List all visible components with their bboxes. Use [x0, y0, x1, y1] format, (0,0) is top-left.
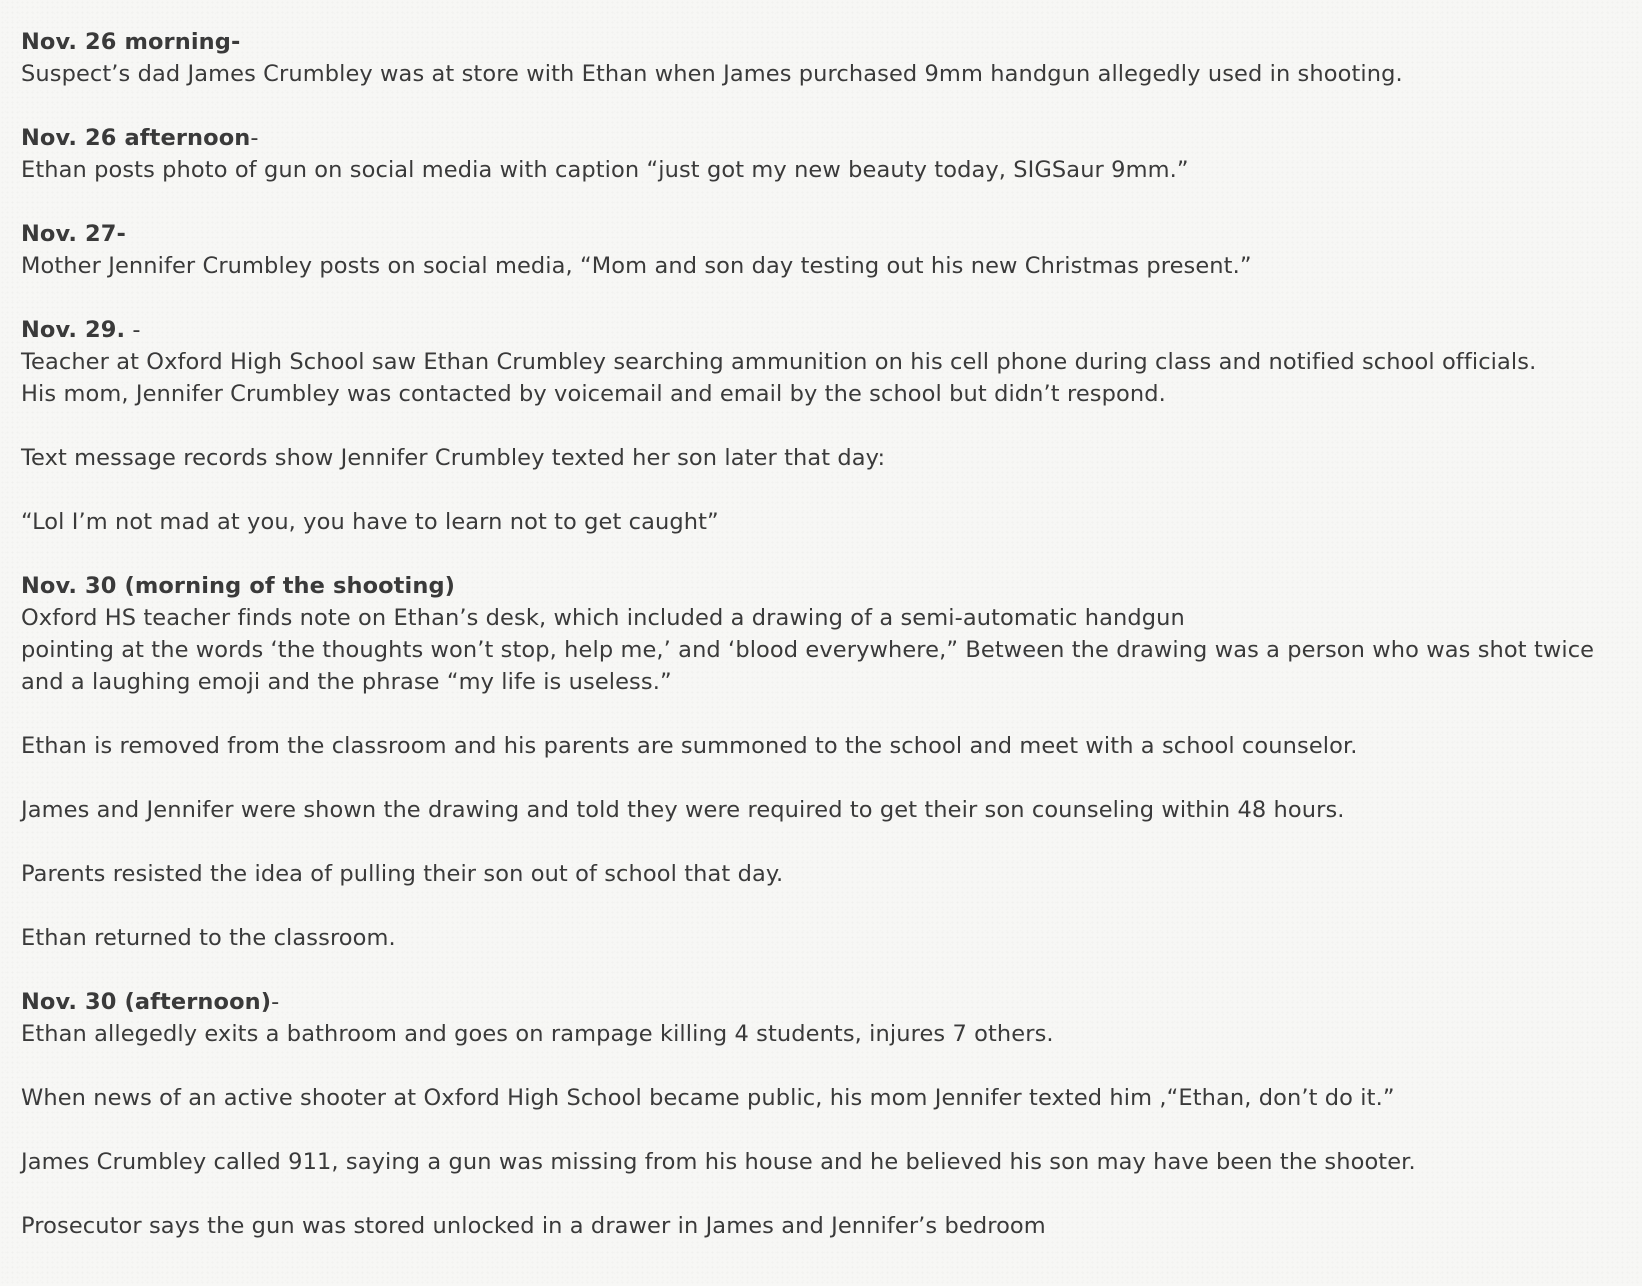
blank-line	[21, 890, 1621, 922]
paragraph-nov26-afternoon: Ethan posts photo of gun on social media with caption “just got my new beauty today, SIGSaur 9mm.”	[21, 157, 1189, 183]
blank-line	[21, 538, 1621, 570]
blank-line	[21, 698, 1621, 730]
paragraph-returned-to-classroom: Ethan returned to the classroom.	[21, 925, 396, 951]
paragraph-nov30-morning-line1: Oxford HS teacher finds note on Ethan’s desk, which included a drawing of a semi-automatic handgun	[21, 605, 1185, 631]
heading-nov26-afternoon	[21, 122, 1621, 154]
heading-suffix: -	[125, 317, 141, 343]
paragraph-nov30-morning-line2: pointing at the words ‘the thoughts won’t stop, help me,’ and ‘blood everywhere,” Between the drawing was a person who was shot twice	[21, 637, 1595, 663]
heading-text: Nov. 30 (morning of the shooting)	[21, 573, 456, 599]
heading-nov26-morning	[21, 26, 1621, 58]
blank-line	[21, 186, 1621, 218]
paragraph-parents-resisted: Parents resisted the idea of pulling their son out of school that day.	[21, 861, 784, 887]
heading-nov30-afternoon	[21, 986, 1621, 1018]
blank-line	[21, 762, 1621, 794]
heading-nov27	[21, 218, 1621, 250]
heading-text: Nov. 29.	[21, 317, 126, 343]
blank-line	[21, 826, 1621, 858]
paragraph-rampage: Ethan allegedly exits a bathroom and goes on rampage killing 4 students, injures 7 others.	[21, 1021, 1054, 1047]
blank-line	[21, 1178, 1621, 1210]
heading-text: Nov. 26 morning-	[21, 29, 241, 55]
blank-line	[21, 410, 1621, 442]
paragraph-nov29-line2: His mom, Jennifer Crumbley was contacted by voicemail and email by the school but didn’t respond.	[21, 381, 1166, 407]
paragraph-nov30-morning-line3: and a laughing emoji and the phrase “my life is useless.”	[21, 669, 672, 695]
heading-suffix: -	[250, 125, 259, 151]
paragraph-nov26-morning: Suspect’s dad James Crumbley was at store with Ethan when James purchased 9mm handgun allegedly used in shooting.	[21, 61, 1403, 87]
blank-line	[21, 474, 1621, 506]
paragraph-prosecutor: Prosecutor says the gun was stored unlocked in a drawer in James and Jennifer’s bedroom	[21, 1213, 1046, 1239]
paragraph-removed-from-classroom: Ethan is removed from the classroom and his parents are summoned to the school and meet with a school counselor.	[21, 733, 1358, 759]
paragraph-shown-drawing: James and Jennifer were shown the drawing and told they were required to get their son counseling within 48 hours.	[21, 797, 1345, 823]
heading-text: Nov. 26 afternoon	[21, 125, 251, 151]
paragraph-nov29-line1: Teacher at Oxford High School saw Ethan Crumbley searching ammunition on his cell phone during class and notified school officials.	[21, 349, 1537, 375]
paragraph-called-911: James Crumbley called 911, saying a gun was missing from his house and he believed his son may have been the shooter.	[21, 1149, 1416, 1175]
heading-text: Nov. 30 (afternoon)	[21, 989, 272, 1015]
heading-suffix: -	[271, 989, 280, 1015]
paragraph-text-records: Text message records show Jennifer Crumbley texted her son later that day:	[21, 445, 886, 471]
heading-nov30-morning	[21, 570, 1621, 602]
quote-text-message: “Lol I’m not mad at you, you have to learn not to get caught”	[21, 509, 719, 535]
blank-line	[21, 1050, 1621, 1082]
paragraph-nov27: Mother Jennifer Crumbley posts on social media, “Mom and son day testing out his new Christmas present.”	[21, 253, 1252, 279]
heading-nov29	[21, 314, 1621, 346]
paragraph-mom-texted: When news of an active shooter at Oxford High School became public, his mom Jennifer texted him ,“Ethan, don’t do it.”	[21, 1085, 1395, 1111]
blank-line	[21, 1114, 1621, 1146]
blank-line	[21, 282, 1621, 314]
blank-line	[21, 90, 1621, 122]
note-body	[21, 26, 1621, 1242]
blank-line	[21, 954, 1621, 986]
heading-text: Nov. 27-	[21, 221, 126, 247]
